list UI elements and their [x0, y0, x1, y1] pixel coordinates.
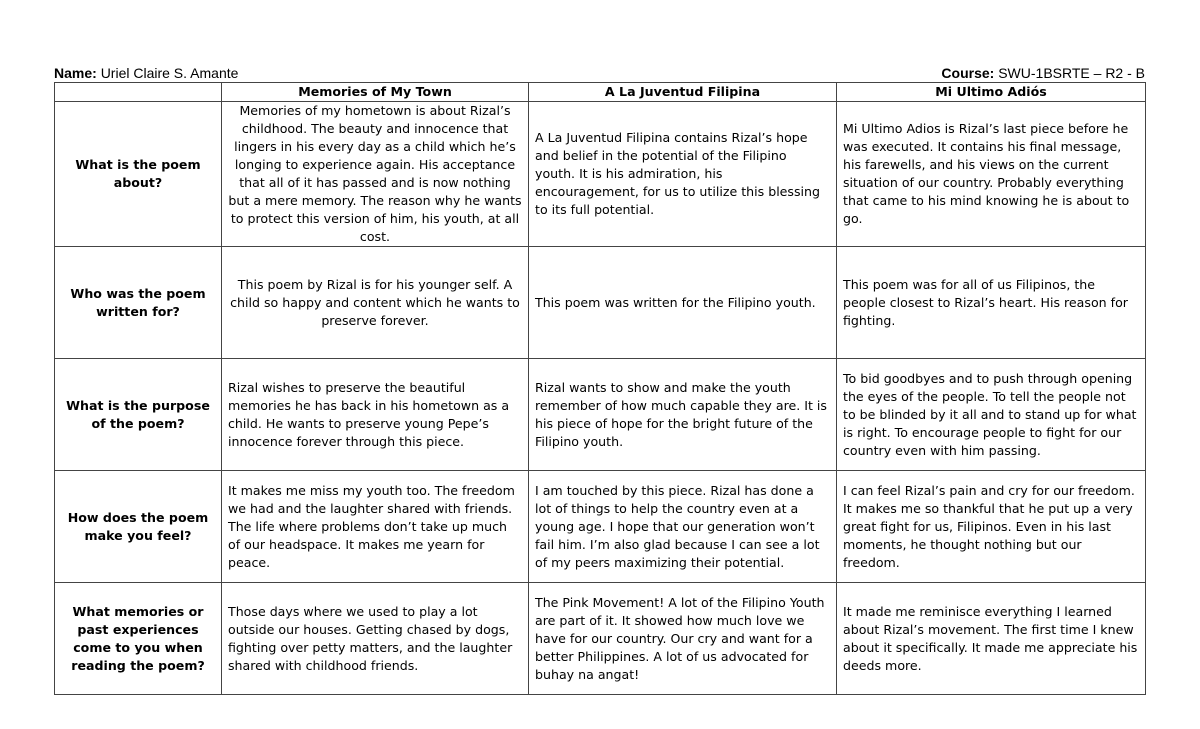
table-row [55, 102, 1146, 247]
column-header-memories-of-my-town: Memories of My Town [222, 83, 529, 102]
table-cell: It made me reminisce everything I learned about Rizal’s movement. The first time I knew about it specifically. It made me appreciate his deeds more. [837, 583, 1146, 695]
column-header-a-la-juventud-filipina: A La Juventud Filipina [529, 83, 837, 102]
table-row [55, 471, 1146, 583]
document-header [54, 64, 1145, 82]
table-cell: I can feel Rizal’s pain and cry for our freedom. It makes me so thankful that he put up a very great fight for us, Filipinos. Even in his last moments, he thought nothing but our freedom. [837, 471, 1146, 583]
row-question: Who was the poem written for? [55, 247, 222, 359]
poem-comparison-table [54, 82, 1146, 695]
table-cell: Rizal wishes to preserve the beautiful memories he has back in his hometown as a child. He wants to preserve young Pepe’s innocence forever through this piece. [222, 359, 529, 471]
course-label: Course: [941, 65, 995, 81]
student-name [54, 64, 238, 82]
table-cell: The Pink Movement! A lot of the Filipino Youth are part of it. It showed how much love we have for our country. Our cry and want for a better Philippines. A lot of us advocated for buhay na angat! [529, 583, 837, 695]
table-cell: Rizal wants to show and make the youth remember of how much capable they are. It is his piece of hope for the bright future of the Filipino youth. [529, 359, 837, 471]
table-cell: To bid goodbyes and to push through opening the eyes of the people. To tell the people not to be blinded by it all and to stand up for what is right. To encourage people to fight for our country even with him passing. [837, 359, 1146, 471]
corner-cell [55, 83, 222, 102]
table-cell: Mi Ultimo Adios is Rizal’s last piece before he was executed. It contains his final message, his farewells, and his views on the current situation of our country. Probably everything that came to his mind knowing he is about to go. [837, 102, 1146, 247]
table-row [55, 359, 1146, 471]
table-cell: Those days where we used to play a lot outside our houses. Getting chased by dogs, fighting over petty matters, and the laughter shared with childhood friends. [222, 583, 529, 695]
table-cell: Memories of my hometown is about Rizal’s childhood. The beauty and innocence that lingers in his every day as a child which he’s longing to experience again. His acceptance that all of it has passed and is now nothing but a mere memory. The reason why he wants to protect this version of him, his youth, at all cost. [222, 102, 529, 247]
table-header-row [55, 83, 1146, 102]
row-question: What is the purpose of the poem? [55, 359, 222, 471]
table-cell: A La Juventud Filipina contains Rizal’s hope and belief in the potential of the Filipino youth. It is his admiration, his encouragement, for us to utilize this blessing to its full potential. [529, 102, 837, 247]
table-cell: This poem by Rizal is for his younger self. A child so happy and content which he wants to preserve forever. [222, 247, 529, 359]
row-question: What is the poem about? [55, 102, 222, 247]
row-question: What memories or past experiences come to you when reading the poem? [55, 583, 222, 695]
table-row [55, 247, 1146, 359]
column-header-mi-ultimo-adios: Mi Ultimo Adiós [837, 83, 1146, 102]
row-question: How does the poem make you feel? [55, 471, 222, 583]
name-label: Name: [54, 65, 97, 81]
name-value: Uriel Claire S. Amante [100, 65, 239, 81]
table-cell: This poem was for all of us Filipinos, the people closest to Rizal’s heart. His reason for fighting. [837, 247, 1146, 359]
course-value: SWU-1BSRTE – R2 - B [998, 65, 1145, 81]
table-row [55, 583, 1146, 695]
table-cell: This poem was written for the Filipino youth. [529, 247, 837, 359]
table-cell: I am touched by this piece. Rizal has done a lot of things to help the country even at a young age. I hope that our generation won’t fail him. I’m also glad because I can see a lot of my peers maximizing their potential. [529, 471, 837, 583]
table-cell: It makes me miss my youth too. The freedom we had and the laughter shared with friends. The life where problems don’t take up much of our headspace. It makes me yearn for peace. [222, 471, 529, 583]
course-info [941, 64, 1145, 82]
